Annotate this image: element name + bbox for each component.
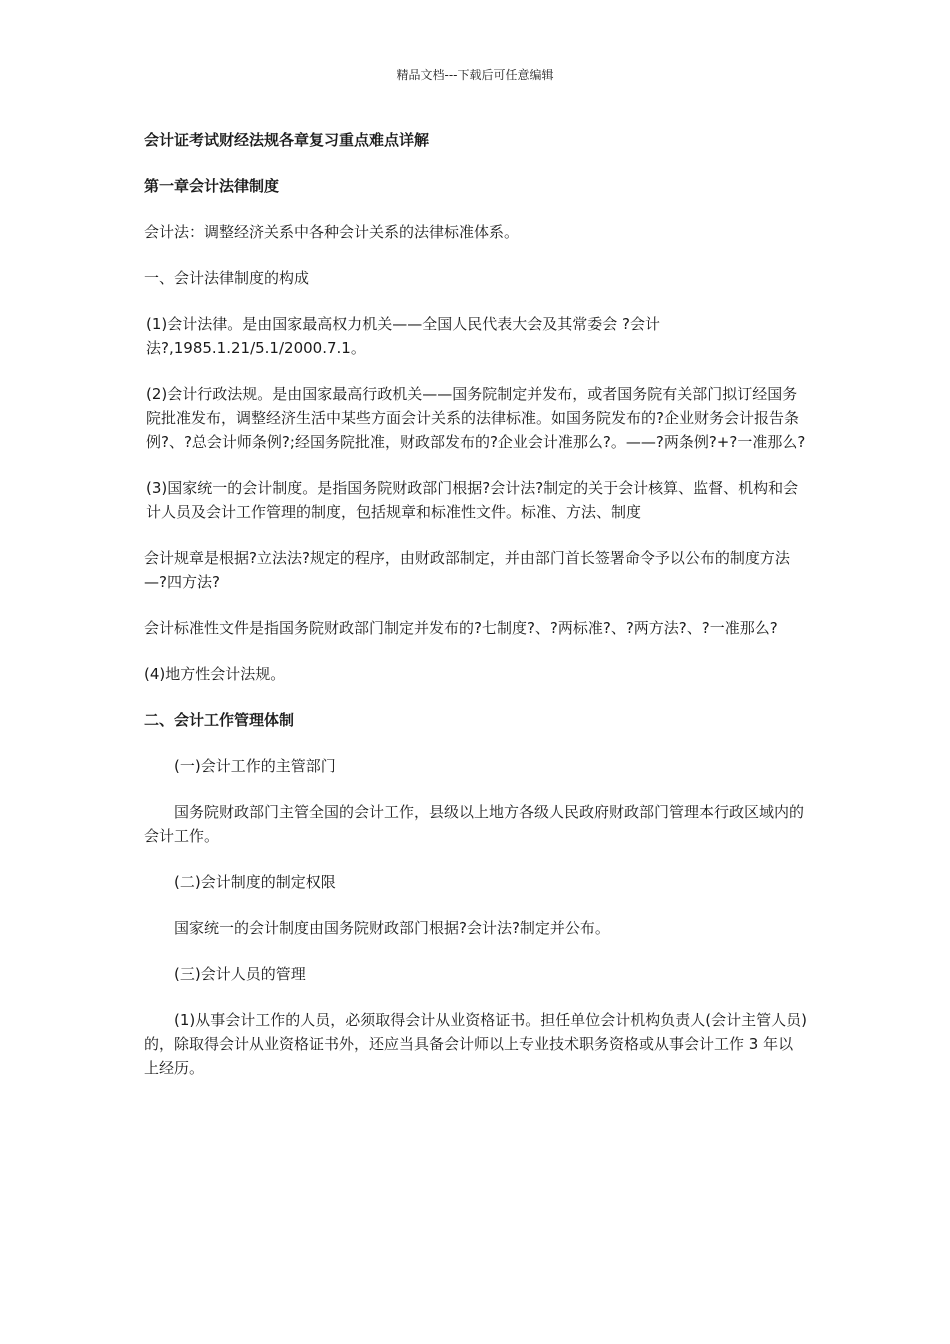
page-header: 精品文档---下载后可任意编辑 (396, 68, 554, 82)
subsection-heading-2: (二)会计制度的制定权限 (174, 873, 336, 891)
document-title: 会计证考试财经法规各章复习重点难点详解 (144, 131, 430, 149)
chapter-heading: 第一章会计法律制度 (144, 177, 280, 195)
list-item-2: (2)会计行政法规。是由国家最高行政机关——国务院制定并发布，或者国务院有关部门拟订经国务院批准发布，调整经济生活中某些方面会计关系的法律标准。如国务院发布的?企业财务会计报告条例?、?总会计师条例?;经国务院批准，财政部发布的?企业会计准那么?。——?两条例?+?一准那么? (146, 385, 806, 451)
normative-paragraph: 会计标准性文件是指国务院财政部门制定并发布的?七制度?、?两标准?、?两方法?、?一准那么? (144, 619, 778, 637)
subsection-heading-1: (一)会计工作的主管部门 (174, 757, 336, 775)
subsection-text-3: (1)从事会计工作的人员，必须取得会计从业资格证书。担任单位会计机构负责人(会计主管人员)的，除取得会计从业资格证书外，还应当具备会计师以上专业技术职务资格或从事会计工作 3 年以上经历。 (144, 1011, 807, 1077)
list-item-1: (1)会计法律。是由国家最高权力机关——全国人民代表大会及其常委会 ?会计法?,1985.1.21/5.1/2000.7.1。 (146, 315, 660, 357)
section-heading-1: 一、会计法律制度的构成 (144, 269, 310, 287)
section-heading-2: 二、会计工作管理体制 (144, 711, 295, 729)
definition-paragraph: 会计法：调整经济关系中各种会计关系的法律标准体系。 (144, 223, 520, 241)
subsection-text-2: 国家统一的会计制度由国务院财政部门根据?会计法?制定并公布。 (174, 919, 610, 937)
list-item-3: (3)国家统一的会计制度。是指国务院财政部门根据?会计法?制定的关于会计核算、监督、机构和会计人员及会计工作管理的制度，包括规章和标准性文件。标准、方法、制度 (146, 479, 799, 521)
subsection-text-1: 国务院财政部门主管全国的会计工作，县级以上地方各级人民政府财政部门管理本行政区域内的会计工作。 (144, 803, 805, 845)
subsection-heading-3: (三)会计人员的管理 (174, 965, 306, 983)
document-body (144, 128, 808, 1102)
rules-paragraph: 会计规章是根据?立法法?规定的程序，由财政部制定，并由部门首长签署命令予以公布的制度方法—?四方法? (144, 549, 790, 591)
list-item-4: (4)地方性会计法规。 (144, 665, 286, 683)
